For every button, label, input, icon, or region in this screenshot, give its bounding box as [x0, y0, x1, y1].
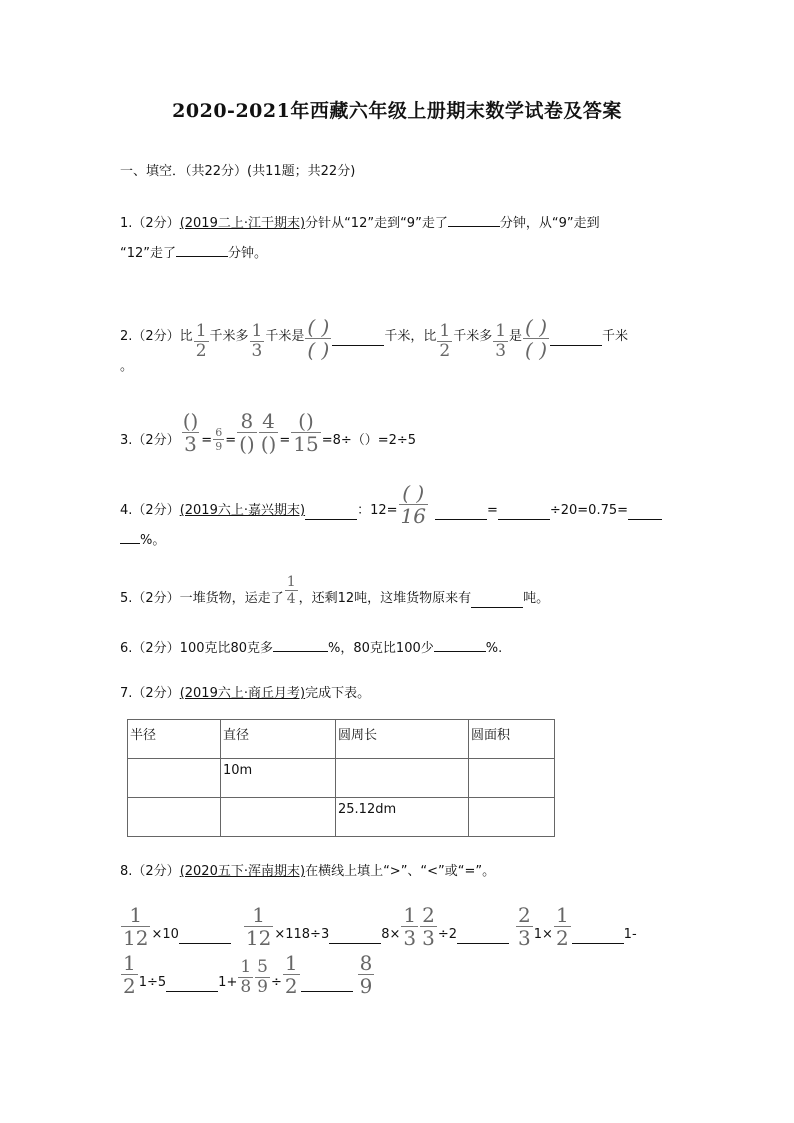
- question-8-row-2: $\frac{1}{2}$ 1÷5 1+ $\frac{1}{8}$ $\frac{5}{9}$ ÷ $\frac{1}{2}$ $\frac{8}{9}$: [123, 951, 373, 998]
- fraction: $\frac{1}{2}$: [284, 951, 298, 998]
- question-source-link[interactable]: (2019六上·商丘月考): [179, 686, 306, 701]
- table-header-cell: 直径: [221, 720, 336, 759]
- fraction: $\frac{1}{3}$: [495, 321, 507, 361]
- fraction: $\frac{1}{8}$: [240, 957, 252, 997]
- fraction: $\frac{1}{3}$: [251, 321, 263, 361]
- fraction-blank[interactable]: $\frac{( )}{( )}$: [525, 315, 548, 362]
- fraction: $\frac{1}{12}$: [123, 903, 149, 950]
- fraction: $\frac{8}{9}$: [359, 951, 373, 998]
- fraction: $\frac{5}{9}$: [257, 957, 268, 997]
- table-cell[interactable]: [469, 759, 555, 798]
- answer-blank[interactable]: [434, 639, 486, 652]
- fraction: $\frac{1}{3}$: [403, 903, 417, 950]
- fraction: $\frac{1}{12}$: [245, 903, 272, 950]
- table-cell[interactable]: [469, 798, 555, 837]
- question-source-link[interactable]: (2019六上·嘉兴期末): [179, 503, 306, 518]
- answer-blank[interactable]: [301, 979, 353, 992]
- answer-blank[interactable]: [457, 931, 509, 944]
- table-row: [128, 759, 555, 798]
- fraction: $\frac{6}{9}$: [215, 426, 223, 453]
- answer-blank[interactable]: [332, 333, 384, 346]
- question-number: 1.（2分）: [120, 216, 180, 231]
- question-2: 2.（2分）比 $\frac{1}{2}$ 千米多 $\frac{1}{3}$ 千米是 $\frac{( )}{( )}$ 千米，比 $\frac{1}{2}$ 千米多 $\frac{1}{3}$ 是 $\frac{( )}{( )}$ 千米: [120, 315, 629, 362]
- answer-blank[interactable]: [305, 507, 357, 520]
- fraction: $\frac{8}{()}$: [239, 409, 255, 456]
- table-row: [128, 798, 555, 837]
- fraction: $\frac{4}{()}$: [260, 409, 277, 456]
- table-cell[interactable]: [128, 798, 221, 837]
- question-source-link[interactable]: (2019二上·江干期末): [179, 216, 306, 231]
- question-1-line-2: “12”走了 分钟。: [120, 246, 268, 261]
- circle-table: [127, 719, 555, 837]
- table-header-row: [128, 720, 555, 759]
- fraction-blank[interactable]: $\frac{( )}{16}$: [400, 481, 426, 528]
- table-cell[interactable]: [128, 759, 221, 798]
- table-cell: 10m: [221, 759, 336, 798]
- answer-blank[interactable]: [179, 931, 231, 944]
- fraction: $\frac{1}{4}$: [286, 574, 296, 607]
- section-heading: 一、填空．（共22分）(共11题；共22分): [120, 164, 356, 179]
- fraction: $\frac{1}{2}$: [439, 321, 451, 361]
- fraction: $\frac{1}{2}$: [123, 951, 136, 998]
- answer-blank[interactable]: [471, 595, 523, 608]
- question-source-link[interactable]: (2020五下·浑南期末): [179, 864, 306, 879]
- answer-blank[interactable]: [166, 979, 218, 992]
- fraction-blank[interactable]: $\frac{( )}{( )}$: [307, 315, 330, 362]
- fraction: $\frac{2}{3}$: [422, 903, 435, 950]
- table-header-cell: 圆面积: [469, 720, 555, 759]
- question-5: 5.（2分）一堆货物，运走了 $\frac{1}{4}$ ，还剩12吨，这堆货物原来有 吨。: [120, 574, 550, 607]
- question-4: 4.（2分） (2019六上·嘉兴期末) ：12= $\frac{( )}{16}$ = ÷20=0.75=: [120, 480, 662, 526]
- answer-blank[interactable]: [550, 333, 602, 346]
- fraction: $\frac{2}{3}$: [518, 903, 531, 950]
- fraction: $\frac{()}{15}$: [293, 409, 319, 456]
- table-cell[interactable]: [221, 798, 336, 837]
- fraction: $\frac{1}{2}$: [195, 321, 207, 361]
- table-cell: 25.12dm: [336, 798, 469, 837]
- question-8: 8.（2分）(2020五下·浑南期末)在横线上填上“>”、“<”或“=”。: [120, 864, 496, 879]
- answer-blank[interactable]: [176, 244, 228, 257]
- page-title: 2020-2021年西藏六年级上册期末数学试卷及答案: [172, 100, 622, 122]
- table-header-cell: 半径: [128, 720, 221, 759]
- answer-blank[interactable]: [448, 214, 500, 227]
- fraction: $\frac{1}{2}$: [555, 903, 569, 950]
- answer-blank[interactable]: [435, 507, 487, 520]
- question-8-row-1: $\frac{1}{12}$ ×10 $\frac{1}{12}$ ×118÷3 8× $\frac{1}{3}$ $\frac{2}{3}$ ÷2 $\frac{2}{3}$ 1× $\frac{1}{2}$ 1-: [123, 903, 637, 950]
- answer-blank[interactable]: [329, 931, 381, 944]
- answer-blank[interactable]: [273, 639, 328, 652]
- table-cell[interactable]: [336, 759, 469, 798]
- answer-blank[interactable]: [628, 507, 662, 520]
- answer-blank[interactable]: [120, 531, 140, 544]
- question-4-line-2: %。: [120, 531, 165, 550]
- question-3: 3.（2分） $\frac{()}{3}$ = $\frac{6}{9}$ = $\frac{8}{()}$ $\frac{4}{()}$ = $\frac{()}{15}$ =8÷（）=2÷5: [120, 409, 417, 456]
- fraction: $\frac{()}{3}$: [182, 409, 199, 456]
- table-header-cell: 圆周长: [336, 720, 469, 759]
- answer-blank[interactable]: [498, 507, 550, 520]
- question-6: 6.（2分）100克比80克多 %，80克比100少 %.: [120, 641, 503, 656]
- answer-blank[interactable]: [572, 931, 624, 944]
- question-2-end: 。: [120, 359, 134, 374]
- question-1-line-1: 1.（2分）(2019二上·江干期末)分针从“12”走到“9”走了 分钟，从“9”走到: [120, 216, 600, 231]
- question-7: 7.（2分）(2019六上·商丘月考)完成下表。: [120, 686, 371, 701]
